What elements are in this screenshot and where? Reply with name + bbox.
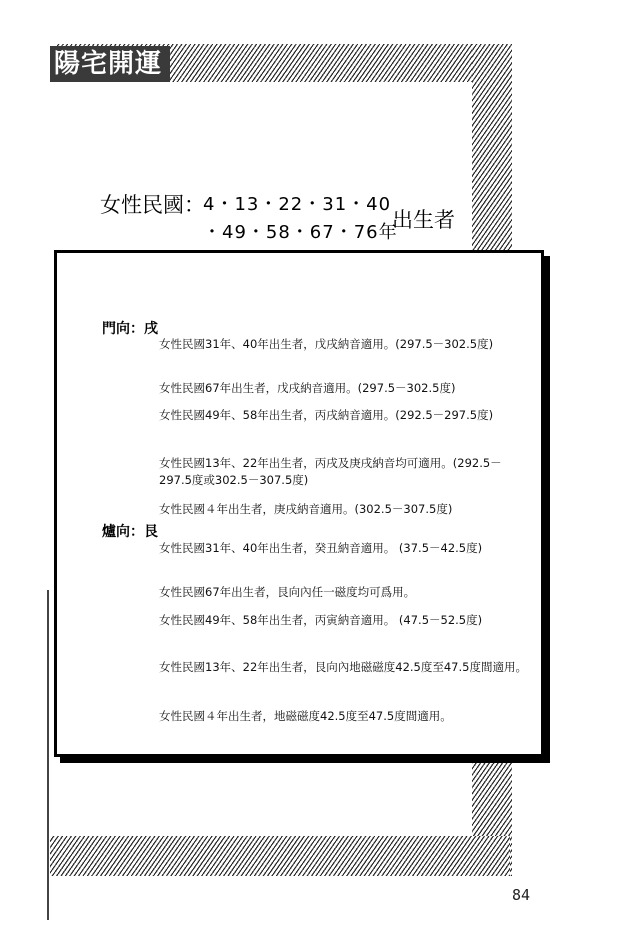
section-label-gate: 門向：戌 <box>102 321 158 337</box>
heading-years-line2: ・49・58・67・76年 <box>203 222 398 243</box>
left-margin-rule <box>47 590 49 920</box>
section-label-stove: 爐向：艮 <box>102 524 158 540</box>
heading-suffix: 出生者 <box>392 208 455 232</box>
list-item: 女性民國13年、22年出生者，艮向內地磁磁度42.5度至47.5度間適用。 <box>159 660 527 674</box>
list-item: 女性民國31年、40年出生者，癸丑納音適用。 (37.5－42.5度) <box>159 541 483 555</box>
list-item: 女性民國49年、58年出生者，丙寅納音適用。 (47.5－52.5度) <box>159 613 483 627</box>
heading-years-line1: 4・13・22・31・40 <box>203 194 392 215</box>
list-item: 女性民國13年、22年出生者，丙戌及庚戌納音均可適用。(292.5－297.5度或302.5－307.5度) <box>159 456 502 487</box>
list-item: 女性民國67年出生者，艮向內任一磁度均可爲用。 <box>159 585 416 599</box>
page-number: 84 <box>512 886 531 904</box>
page-title: 陽宅開運 <box>50 46 170 82</box>
hatch-band-right <box>472 44 512 252</box>
list-item: 女性民國49年、58年出生者，丙戌納音適用。(292.5－297.5度) <box>159 408 494 422</box>
hatch-band-bottom <box>50 836 510 876</box>
list-item: 女性民國４年出生者，庚戌納音適用。(302.5－307.5度) <box>159 502 453 516</box>
list-item: 女性民國31年、40年出生者，戊戌納音適用。(297.5－302.5度) <box>159 337 494 351</box>
list-item: 女性民國４年出生者，地磁磁度42.5度至47.5度間適用。 <box>159 709 452 723</box>
heading-label: 女性民國： <box>100 193 205 217</box>
list-item: 女性民國67年出生者，戊戌納音適用。(297.5－302.5度) <box>159 381 456 395</box>
